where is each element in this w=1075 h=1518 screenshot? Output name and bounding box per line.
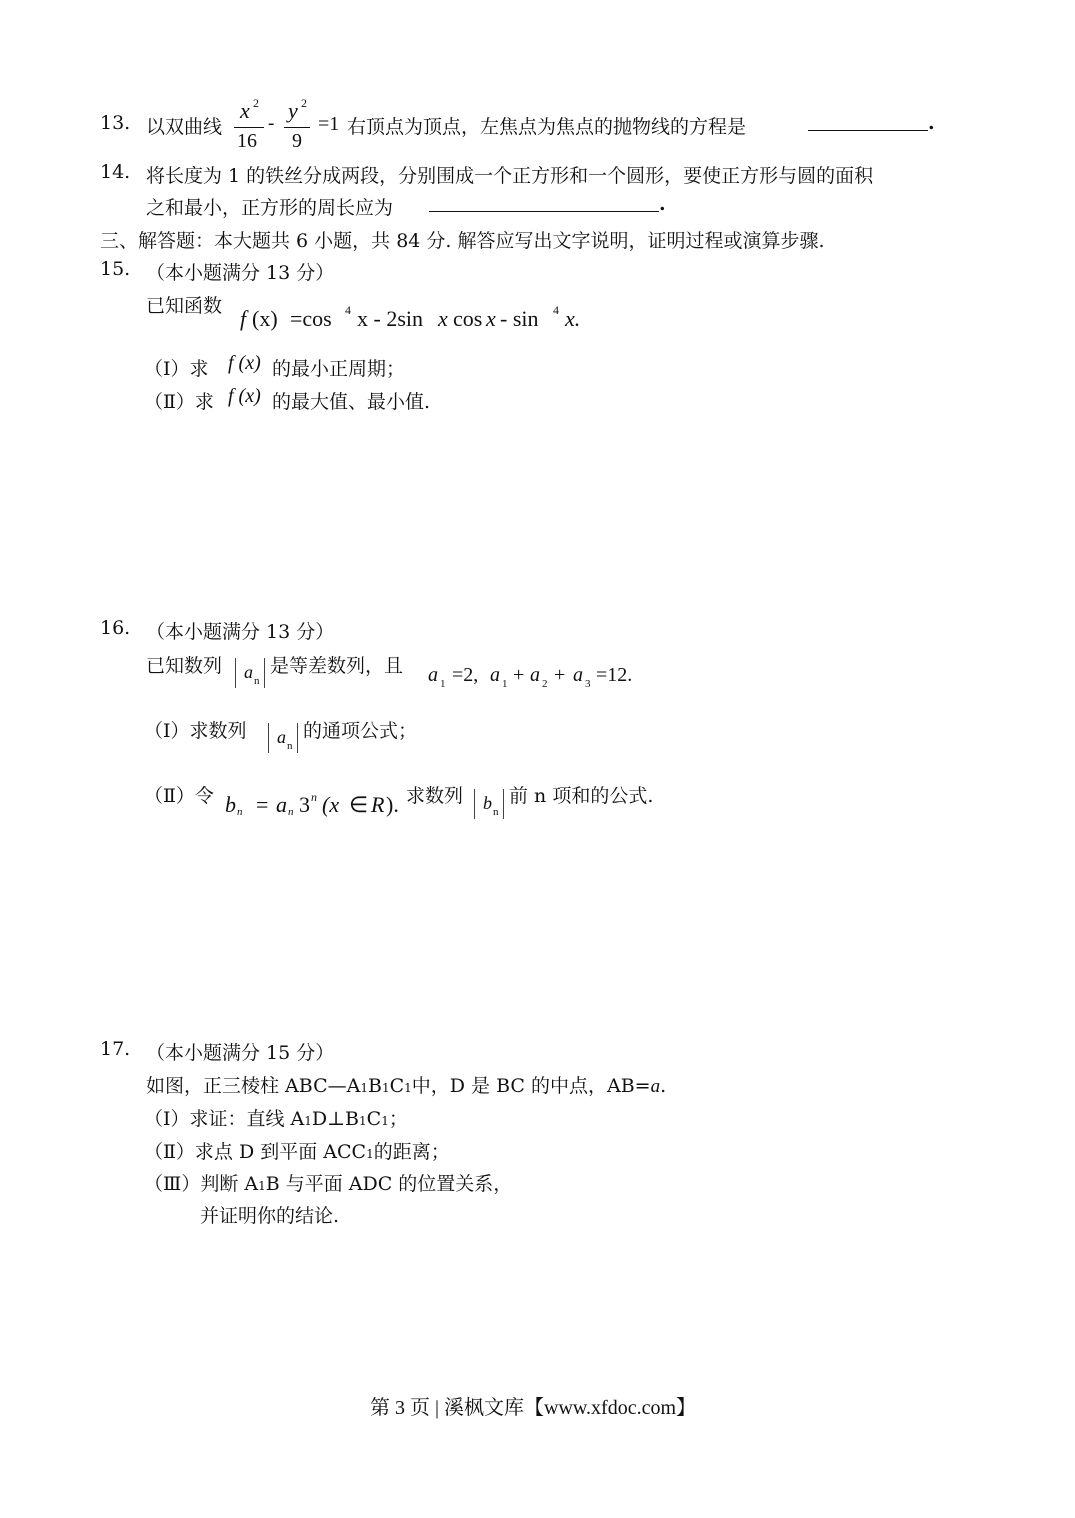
q14-end: . <box>659 193 666 215</box>
q17-part3-a: （Ⅲ）判断 A <box>144 1173 259 1195</box>
q17-line1-c: C <box>389 1075 405 1097</box>
q17-line1-a: 如图，正三棱柱 ABC—A <box>146 1075 361 1097</box>
q15-part1-f: f (x) <box>228 352 261 374</box>
q16-part1-an-a: a <box>277 727 286 747</box>
q16-three: 3 <box>299 792 310 817</box>
q16-in: ∈ <box>349 792 369 817</box>
q16-part1-an-n: n <box>287 740 293 752</box>
q13-frac2-den: 9 <box>292 130 302 152</box>
q16-cond-a2: a <box>530 664 540 686</box>
q13-intro: 以双曲线 <box>146 116 223 138</box>
q16-a: a <box>276 792 287 817</box>
q16-a-n: n <box>288 806 294 818</box>
q17-part2-s1: 1 <box>366 1147 374 1161</box>
q13-frac2-exp: 2 <box>301 96 307 110</box>
q17-line1-dot: . <box>660 1075 667 1097</box>
q17-part1-a: （Ⅰ）求证：直线 A <box>144 1108 305 1130</box>
q16-bn-n: n <box>493 806 499 818</box>
q13-frac2-num: y <box>288 98 298 123</box>
q17-line1-b: B <box>367 1075 382 1097</box>
q17-line1-sub3: 1 <box>404 1081 412 1095</box>
q15-fx: (x) <box>252 306 278 331</box>
q15-part1-text: 的最小正周期； <box>272 358 406 380</box>
q17-part1-b: D⊥B <box>311 1108 359 1130</box>
q17-part3-line2: 并证明你的结论. <box>200 1205 340 1227</box>
q15-cos2: cos <box>453 306 483 331</box>
q16-given: 已知数列 <box>146 655 223 677</box>
q16-part1-text: 的通项公式； <box>303 720 418 742</box>
q16-cond-eq12: =12. <box>596 664 633 686</box>
q16-cond-s3: 3 <box>585 678 591 690</box>
q13-number: 13. <box>100 112 131 134</box>
q13-answer-blank[interactable] <box>808 130 928 131</box>
q17-part1-d: ； <box>388 1108 408 1130</box>
q16-cond-a1: a <box>428 664 438 686</box>
q16-an-n: n <box>254 675 260 687</box>
q16-number: 16. <box>100 617 131 639</box>
q15-part2-text: 的最大值、最小值. <box>272 391 431 413</box>
q17-part3 <box>144 1169 512 1196</box>
q17-score: （本小题满分 15 分） <box>146 1042 335 1064</box>
q15-exp-a: 4 <box>345 303 351 317</box>
q15-part1-label: （Ⅰ）求 <box>144 358 209 380</box>
q16-bn-set <box>474 789 504 819</box>
q13-frac1-den: 16 <box>237 130 257 152</box>
q17-part1-c: C <box>366 1108 382 1130</box>
q14-answer-blank[interactable] <box>429 211 659 212</box>
q15-score: （本小题满分 13 分） <box>146 262 335 284</box>
q16-part1-label: （Ⅰ）求数列 <box>144 720 247 742</box>
q13-end: . <box>928 112 935 134</box>
q15-x-end: x. <box>565 306 581 331</box>
q15-exp-b: 4 <box>553 303 559 317</box>
q15-number: 15. <box>100 258 131 280</box>
q17-line1-a-var: a <box>650 1076 661 1097</box>
q16-part2-end: 前 n 项和的公式. <box>509 785 654 807</box>
q16-cond-s1: 1 <box>440 678 446 690</box>
q15-eq-cos: =cos <box>290 306 332 331</box>
q16-cond-s1b: 1 <box>502 678 508 690</box>
q17-part2-b: 的距离； <box>373 1141 450 1163</box>
q13-frac1-line <box>234 127 264 128</box>
q14-line1: 将长度为 1 的铁丝分成两段，分别围成一个正方形和一个圆形，要使正方形与圆的面积 <box>146 165 874 187</box>
q15-part2-f: f (x) <box>228 385 261 407</box>
q16-score: （本小题满分 13 分） <box>146 621 335 643</box>
q15-f: f <box>240 306 247 331</box>
q15-x2: x <box>486 306 496 331</box>
q14-number: 14. <box>100 161 131 183</box>
q16-cond-s2: 2 <box>542 678 548 690</box>
q17-part1-s2: 1 <box>359 1114 367 1128</box>
q15-x-minus-2sin: x - 2sin <box>357 306 423 331</box>
q16-close: ). <box>386 792 399 817</box>
q16-part2-mid: 求数列 <box>406 785 464 807</box>
q17-part2 <box>144 1137 450 1164</box>
q15-x1: x <box>438 306 448 331</box>
q16-bn-b: b <box>483 793 492 813</box>
section-3-heading: 三、解答题：本大题共 6 小题，共 84 分. 解答应写出文字说明，证明过程或演算步骤. <box>100 230 825 252</box>
q17-part3-s1: 1 <box>258 1179 266 1193</box>
q16-part2-label: （Ⅱ）令 <box>144 785 214 807</box>
q13-frac1-exp: 2 <box>253 96 259 110</box>
q15-given: 已知函数 <box>146 295 223 317</box>
q17-line1-d: 中，D 是 BC 的中点，AB= <box>411 1075 651 1097</box>
q13-text: 右顶点为顶点，左焦点为焦点的抛物线的方程是 <box>347 116 747 138</box>
q13-minus: - <box>268 113 275 134</box>
q16-paren-x: (x <box>322 792 340 817</box>
q17-part1-s1: 1 <box>304 1114 312 1128</box>
q16-three-exp: n <box>311 790 317 804</box>
q16-cond-plus1: + <box>513 664 525 686</box>
q17-part1 <box>144 1104 408 1131</box>
q16-cond-plus2: + <box>554 664 566 686</box>
q16-given2: 是等差数列，且 <box>270 655 404 677</box>
q15-part2-label: （Ⅱ）求 <box>144 391 214 413</box>
page-footer: 第 3 页 | 溪枫文库【www.xfdoc.com】 <box>370 1397 697 1419</box>
q16-b: b <box>225 792 236 817</box>
q16-part1-an-set <box>268 723 298 753</box>
q16-eq: = <box>256 792 269 817</box>
q16-cond-a1b: a <box>490 664 500 686</box>
q16-b-n: n <box>237 806 243 818</box>
q16-an-set <box>235 658 265 688</box>
q16-cond-eq2: =2, <box>452 664 479 686</box>
q13-equals: =1 <box>318 113 340 135</box>
q16-R: R <box>371 792 385 817</box>
q17-line1-sub2: 1 <box>381 1081 390 1095</box>
q13-frac2-line <box>284 127 310 128</box>
q17-line1-sub1: 1 <box>360 1081 368 1095</box>
q14-line2: 之和最小，正方形的周长应为 <box>146 197 394 219</box>
q16-an-a: a <box>244 662 253 682</box>
q17-part2-a: （Ⅱ）求点 D 到平面 ACC <box>144 1141 367 1163</box>
q15-minus-sin: - sin <box>500 306 539 331</box>
q17-part1-s3: 1 <box>381 1114 389 1128</box>
q17-line1 <box>146 1071 666 1098</box>
q13-frac1-num: x <box>240 98 250 123</box>
q17-part3-b: B 与平面 ADC 的位置关系， <box>265 1173 513 1195</box>
q16-cond-a3: a <box>573 664 583 686</box>
q17-number: 17. <box>100 1038 131 1060</box>
